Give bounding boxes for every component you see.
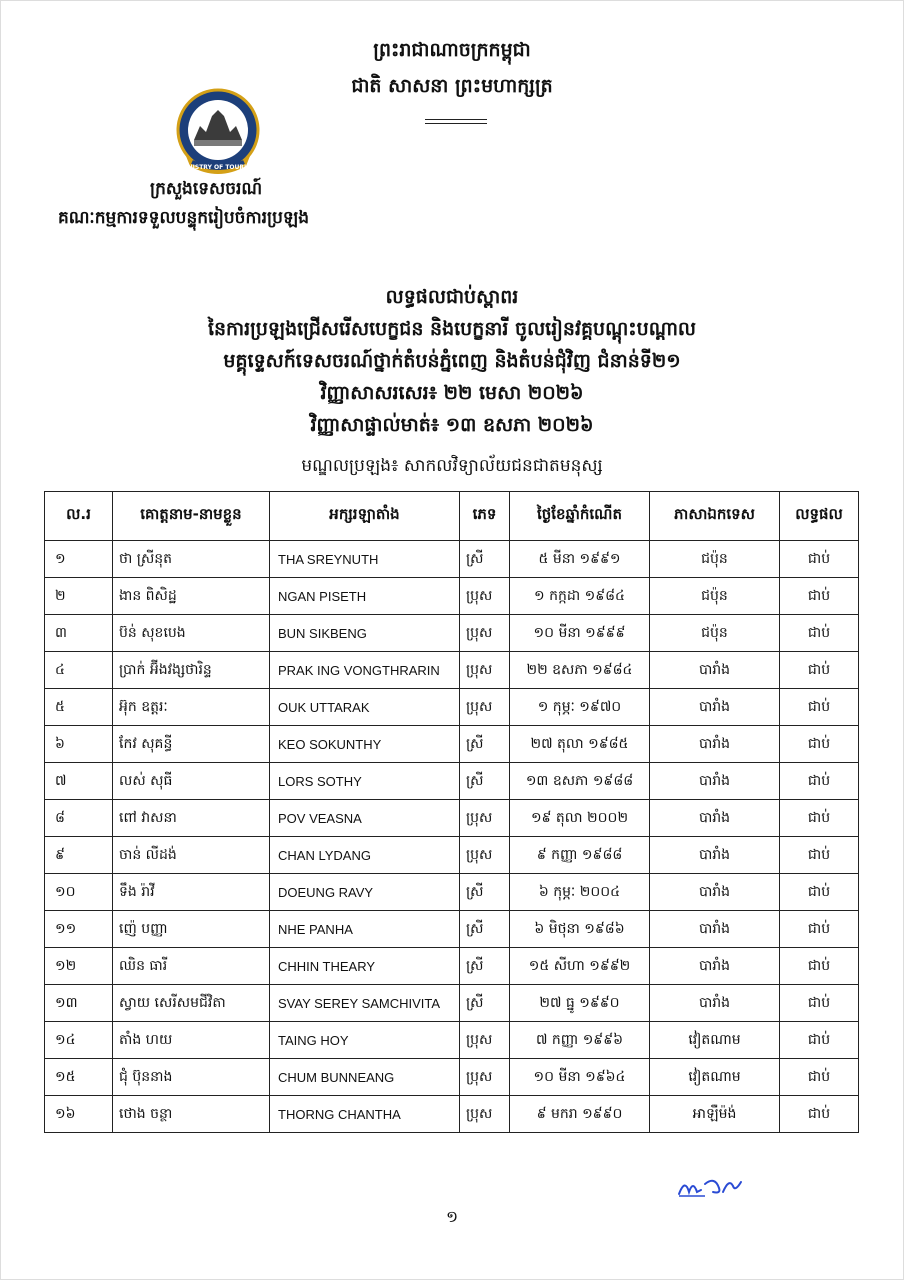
cell-khmer-name: ញ៉េ បញ្ញា (113, 911, 270, 948)
table-header-row (45, 492, 859, 541)
cell-language: បារាំង (650, 985, 780, 1022)
cell-date-of-birth: ២៧ ធ្នូ ១៩៩០ (510, 985, 650, 1022)
cell-latin-name: PRAK ING VONGTHRARIN (270, 652, 460, 689)
cell-date-of-birth: ១ កក្កដា ១៩៨៤ (510, 578, 650, 615)
cell-khmer-name: ប៊ន់ សុខបេង (113, 615, 270, 652)
header-no: ល.រ (45, 492, 113, 541)
cell-no: ២ (45, 578, 113, 615)
cell-language: បារាំង (650, 726, 780, 763)
cell-date-of-birth: ៦ មិថុនា ១៩៨៦ (510, 911, 650, 948)
table-row (45, 911, 859, 948)
table-row (45, 837, 859, 874)
cell-language: បារាំង (650, 652, 780, 689)
cell-language: ជប៉ុន (650, 578, 780, 615)
table-row (45, 1022, 859, 1059)
cell-language: បារាំង (650, 911, 780, 948)
cell-result: ជាប់ (780, 985, 859, 1022)
cell-latin-name: NHE PANHA (270, 911, 460, 948)
cell-latin-name: SVAY SEREY SAMCHIVITA (270, 985, 460, 1022)
cell-sex: ប្រុស (460, 578, 510, 615)
cell-date-of-birth: ១៩ តុលា ២០០២ (510, 800, 650, 837)
cell-latin-name: THA SREYNUTH (270, 541, 460, 578)
cell-khmer-name: ឈិន ធារី (113, 948, 270, 985)
header-khmer-name: គោត្តនាម-នាមខ្លួន (113, 492, 270, 541)
cell-latin-name: CHAN LYDANG (270, 837, 460, 874)
table-row (45, 578, 859, 615)
cell-sex: ប្រុស (460, 689, 510, 726)
cell-latin-name: LORS SOTHY (270, 763, 460, 800)
cell-no: ១១ (45, 911, 113, 948)
results-table (44, 491, 859, 1133)
cell-khmer-name: ជុំ ប៊ុននាង (113, 1059, 270, 1096)
cell-language: បារាំង (650, 837, 780, 874)
cell-sex: ប្រុស (460, 1022, 510, 1059)
cell-language: វៀតណាម (650, 1022, 780, 1059)
cell-no: ៩ (45, 837, 113, 874)
cell-no: ៥ (45, 689, 113, 726)
cell-sex: ស្រី (460, 541, 510, 578)
cell-result: ជាប់ (780, 615, 859, 652)
header-result: លទ្ធផល (780, 492, 859, 541)
cell-khmer-name: ប្រាក់ អ៊ីងវង្សថារិន្ទ (113, 652, 270, 689)
cell-khmer-name: ងាន ពិសិដ្ឋ (113, 578, 270, 615)
cell-no: ៦ (45, 726, 113, 763)
cell-no: ៧ (45, 763, 113, 800)
exam-center: មណ្ឌលប្រឡង៖ សាកលវិទ្យាល័យជនជាតមនុស្ស (301, 456, 603, 476)
cell-khmer-name: ស្វាយ សេរីសមជីវិតា (113, 985, 270, 1022)
cell-latin-name: KEO SOKUNTHY (270, 726, 460, 763)
cell-sex: ស្រី (460, 985, 510, 1022)
cell-language: បារាំង (650, 763, 780, 800)
cell-result: ជាប់ (780, 689, 859, 726)
cell-sex: ស្រី (460, 726, 510, 763)
cell-sex: ស្រី (460, 911, 510, 948)
national-motto: ជាតិ សាសនា ព្រះមហាក្សត្រ (351, 75, 553, 97)
cell-result: ជាប់ (780, 726, 859, 763)
cell-sex: ស្រី (460, 874, 510, 911)
cell-language: អាឡឺម៉ង់ (650, 1096, 780, 1133)
cell-no: ១៤ (45, 1022, 113, 1059)
cell-language: បារាំង (650, 800, 780, 837)
cell-latin-name: THORNG CHANTHA (270, 1096, 460, 1133)
logo-text: MINISTRY OF TOURISM (179, 164, 257, 171)
table-row (45, 689, 859, 726)
cell-date-of-birth: ៦ កុម្ភៈ ២០០៤ (510, 874, 650, 911)
cell-khmer-name: ពៅ វាសនា (113, 800, 270, 837)
cell-date-of-birth: ២២ ឧសភា ១៩៨៤ (510, 652, 650, 689)
cell-result: ជាប់ (780, 541, 859, 578)
table-row (45, 1059, 859, 1096)
cell-latin-name: CHHIN THEARY (270, 948, 460, 985)
title-line-3: មគ្គុទ្ទេសក៍ទេសចរណ៍ថ្នាក់តំបន់ភ្នំពេញ និងតំបន់ជុំវិញ ជំនាន់ទី២១ (223, 350, 681, 372)
cell-no: ៨ (45, 800, 113, 837)
cell-result: ជាប់ (780, 911, 859, 948)
cell-language: ជប៉ុន (650, 615, 780, 652)
cell-sex: ប្រុស (460, 652, 510, 689)
cell-result: ជាប់ (780, 1059, 859, 1096)
cell-latin-name: OUK UTTARAK (270, 689, 460, 726)
title-line-2: នៃការប្រឡងជ្រើសរើសបេក្ខជន និងបេក្ខនារី ចូលរៀនវគ្គបណ្តុះបណ្តាល (207, 318, 697, 340)
cell-no: ១ (45, 541, 113, 578)
cell-date-of-birth: ១៣ ឧសភា ១៩៨៨ (510, 763, 650, 800)
cell-date-of-birth: ៩ កញ្ញា ១៩៨៨ (510, 837, 650, 874)
cell-latin-name: BUN SIKBENG (270, 615, 460, 652)
cell-sex: ប្រុស (460, 837, 510, 874)
cell-no: ៣ (45, 615, 113, 652)
table-row (45, 985, 859, 1022)
cell-sex: ប្រុស (460, 1059, 510, 1096)
cell-no: ១៥ (45, 1059, 113, 1096)
cell-date-of-birth: ៧ កញ្ញា ១៩៩៦ (510, 1022, 650, 1059)
header-sex: ភេទ (460, 492, 510, 541)
cell-result: ជាប់ (780, 837, 859, 874)
cell-result: ជាប់ (780, 763, 859, 800)
cell-result: ជាប់ (780, 652, 859, 689)
cell-khmer-name: តាំង ហយ (113, 1022, 270, 1059)
title-line-1: លទ្ធផលជាប់ស្ពាពរ (385, 286, 519, 308)
cell-no: ៤ (45, 652, 113, 689)
cell-date-of-birth: ១ កុម្ភៈ ១៩៧០ (510, 689, 650, 726)
cell-no: ១០ (45, 874, 113, 911)
cell-khmer-name: លស់ សុធី (113, 763, 270, 800)
cell-result: ជាប់ (780, 800, 859, 837)
table-row (45, 652, 859, 689)
table-row (45, 800, 859, 837)
kingdom-header: ព្រះរាជាណាចក្រកម្ពុជា (373, 39, 531, 61)
cell-latin-name: NGAN PISETH (270, 578, 460, 615)
header-language: ភាសាឯកទេស (650, 492, 780, 541)
cell-latin-name: DOEUNG RAVY (270, 874, 460, 911)
cell-khmer-name: ទឹង រ៉ាវី (113, 874, 270, 911)
cell-no: ១៣ (45, 985, 113, 1022)
cell-date-of-birth: ៥ មីនា ១៩៩១ (510, 541, 650, 578)
header-date-of-birth: ថ្ងៃខែឆ្នាំកំណើត (510, 492, 650, 541)
cell-result: ជាប់ (780, 874, 859, 911)
cell-sex: ប្រុស (460, 800, 510, 837)
table-row (45, 541, 859, 578)
cell-latin-name: CHUM BUNNEANG (270, 1059, 460, 1096)
ministry-name: ក្រសួងទេសចរណ៍ (150, 179, 263, 199)
cell-result: ជាប់ (780, 1096, 859, 1133)
cell-date-of-birth: ១០ មីនា ១៩៦៤ (510, 1059, 650, 1096)
cell-date-of-birth: ៩ មករា ១៩៩០ (510, 1096, 650, 1133)
cell-language: វៀតណាម (650, 1059, 780, 1096)
committee-name: គណៈកម្មការទទួលបន្ទុករៀបចំការប្រឡង (58, 208, 310, 228)
signature (675, 1174, 745, 1202)
cell-khmer-name: ថោង ចន្ថា (113, 1096, 270, 1133)
cell-language: បារាំង (650, 874, 780, 911)
page-number: ១ (445, 1207, 459, 1226)
cell-date-of-birth: ១០ មីនា ១៩៩៩ (510, 615, 650, 652)
cell-date-of-birth: ១៥ សីហា ១៩៩២ (510, 948, 650, 985)
cell-language: បារាំង (650, 689, 780, 726)
cell-result: ជាប់ (780, 948, 859, 985)
cell-sex: ប្រុស (460, 1096, 510, 1133)
table-row (45, 1096, 859, 1133)
header-latin-name: អក្សរឡាតាំង (270, 492, 460, 541)
cell-result: ជាប់ (780, 1022, 859, 1059)
cell-no: ១៦ (45, 1096, 113, 1133)
cell-latin-name: POV VEASNA (270, 800, 460, 837)
cell-result: ជាប់ (780, 578, 859, 615)
table-row (45, 763, 859, 800)
cell-khmer-name: ថា ស្រីនុត (113, 541, 270, 578)
cell-no: ១២ (45, 948, 113, 985)
title-line-5: វិញ្ញាសាផ្ទាល់មាត់៖ ១៣ ឧសភា ២០២៦ (310, 414, 594, 436)
table-row (45, 726, 859, 763)
ornament-divider (425, 119, 487, 124)
title-line-4: វិញ្ញាសាសរសេរ៖ ២២ មេសា ២០២៦ (320, 382, 584, 404)
cell-khmer-name: អ៊ុក ឧត្តរៈ (113, 689, 270, 726)
table-row (45, 874, 859, 911)
cell-date-of-birth: ២៧ តុលា ១៩៨៥ (510, 726, 650, 763)
table-row (45, 615, 859, 652)
cell-sex: ប្រុស (460, 615, 510, 652)
cell-khmer-name: ចាន់ លីដង់ (113, 837, 270, 874)
cell-sex: ស្រី (460, 948, 510, 985)
cell-language: បារាំង (650, 948, 780, 985)
table-row (45, 948, 859, 985)
cell-khmer-name: កែវ សុគន្ធី (113, 726, 270, 763)
cell-language: ជប៉ុន (650, 541, 780, 578)
ministry-logo (172, 86, 264, 178)
cell-latin-name: TAING HOY (270, 1022, 460, 1059)
cell-sex: ស្រី (460, 763, 510, 800)
